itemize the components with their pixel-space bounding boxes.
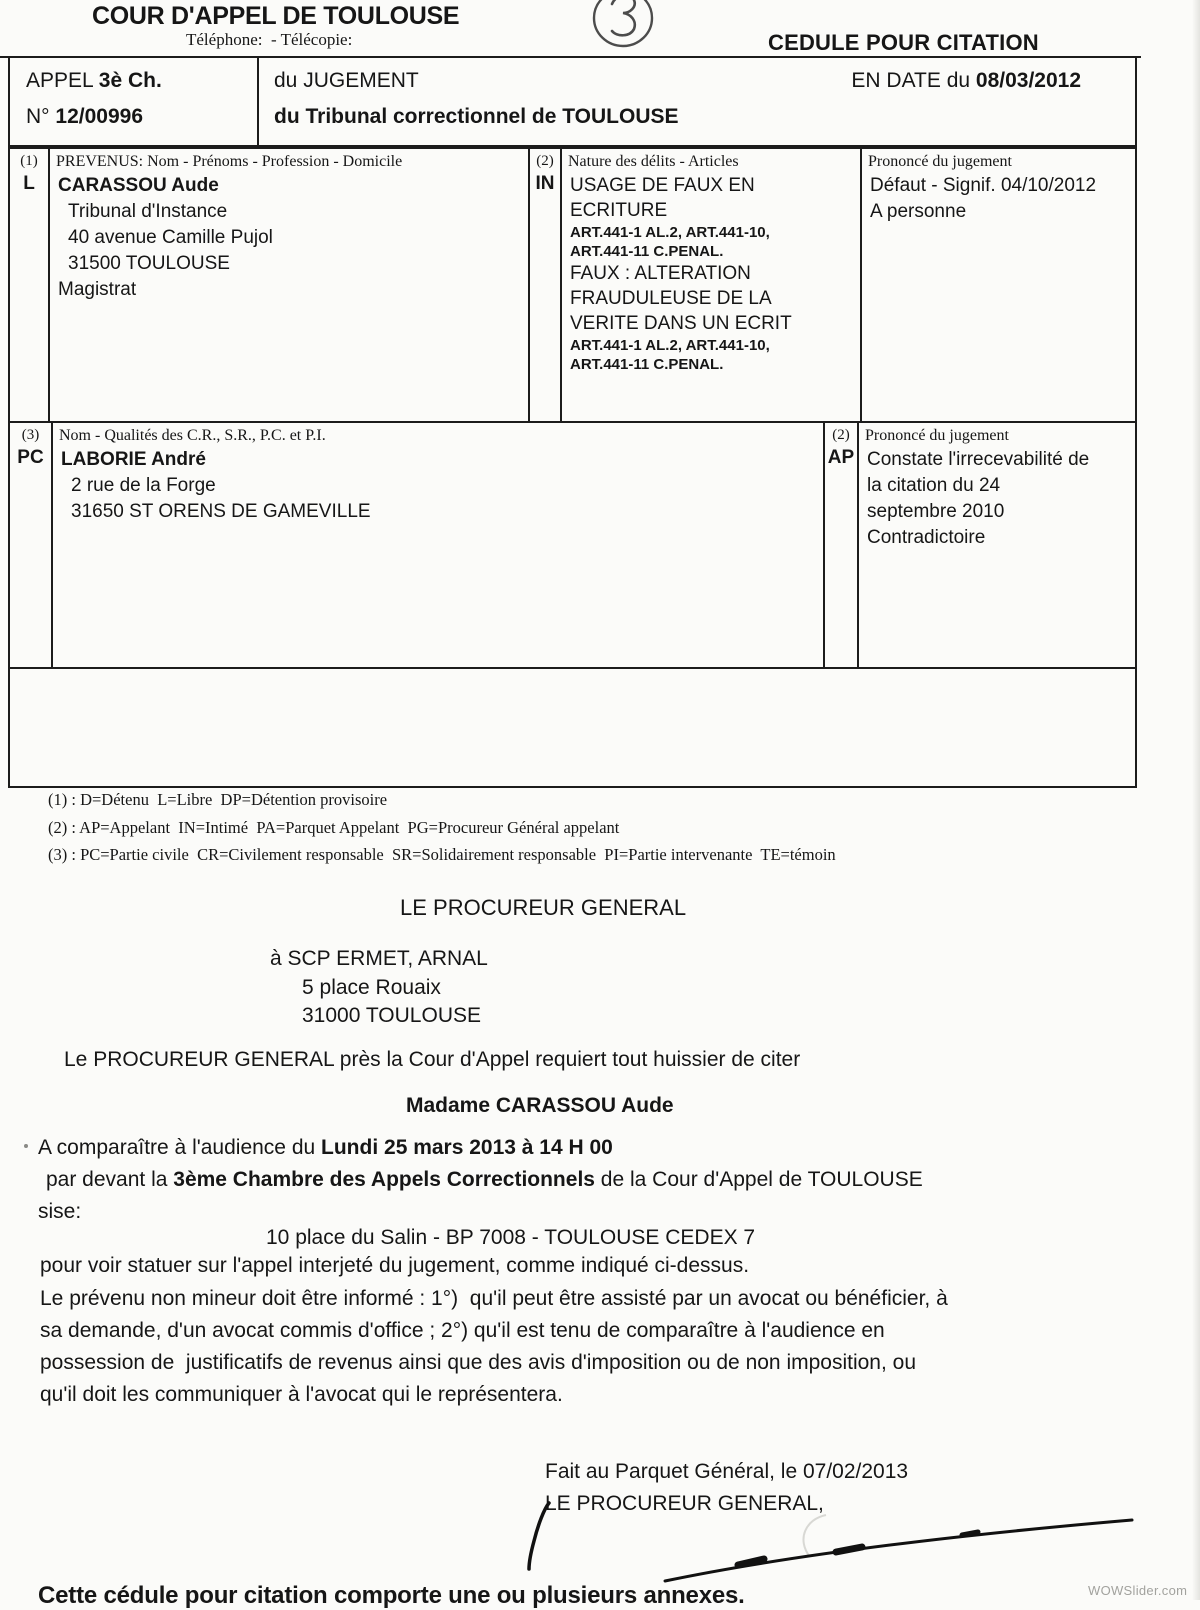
codes-legend — [48, 786, 836, 869]
info-line: qu'il doit les communiquer à l'avocat qui le représentera. — [40, 1383, 563, 1406]
judgment-cell — [862, 149, 1135, 421]
judgment-header: Prononcé du jugement — [865, 427, 1009, 444]
document-title: CEDULE POUR CITATION — [768, 30, 1039, 55]
tribunal-line: du Tribunal correctionnel de TOULOUSE — [274, 105, 679, 128]
parties-table — [8, 147, 1137, 788]
judgment-line: Contradictoire — [867, 527, 986, 548]
judgment-line: la citation du 24 — [867, 475, 1001, 496]
table-row-empty — [10, 669, 1135, 786]
defendant-address-line: 40 avenue Camille Pujol — [68, 227, 273, 248]
defendant-name: CARASSOU Aude — [58, 175, 219, 196]
civil-party-address-line: 31650 ST ORENS DE GAMEVILLE — [71, 501, 371, 522]
civil-party-name: LABORIE André — [61, 449, 206, 470]
judgment-cell — [859, 423, 1135, 667]
defendant-cell — [50, 149, 530, 421]
addressee-line: 5 place Rouaix — [302, 976, 441, 999]
judgment-line: Défaut - Signif. 04/10/2012 — [870, 175, 1097, 196]
judgment-line: septembre 2010 — [867, 501, 1005, 522]
watermark: WOWSlider.com — [1088, 1583, 1188, 1598]
civil-party-header: Nom - Qualités des C.R., S.R., P.C. et P.I. — [59, 427, 326, 444]
offense-cell — [562, 149, 862, 421]
cited-person: Madame CARASSOU Aude — [406, 1094, 674, 1117]
offense-lines: USAGE DE FAUX EN ECRITURE ART.441-1 AL.2, ART.441-10, ART.441-11 C.PENAL. FAUX : ALTERATION FRAUDULEUSE DE LA VERITE DANS UN ECRIT ART.441-1 AL.2, ART.441-10, ART.441-11 C.PENAL. — [570, 175, 792, 373]
legend-line: (1) : D=Détenu L=Libre DP=Détention provisoire — [48, 790, 388, 809]
scan-edge-shade — [1192, 0, 1200, 1600]
addressee-line: à SCP ERMET, ARNAL — [270, 947, 488, 970]
judgment-line: Constate l'irrecevabilité de — [867, 449, 1090, 470]
civil-party-address-line: 2 rue de la Forge — [71, 475, 216, 496]
defendant-header: PREVENUS: Nom - Prénoms - Profession - Domicile — [56, 153, 403, 170]
scan-speck — [24, 1144, 28, 1148]
info-line: Le prévenu non mineur doit être informé : 1°) qu'il peut être assisté par un avocat ou bénéficier, à — [40, 1287, 948, 1310]
appellant-code-cell: (2) AP — [825, 423, 859, 667]
judgment-label: du JUGEMENT — [274, 69, 419, 92]
sise-label: sise: — [38, 1200, 82, 1223]
request-line: Le PROCUREUR GENERAL près la Cour d'Appel requiert tout huissier de citer — [64, 1048, 801, 1071]
info-line: possession de justificatifs de revenus ainsi que des avis d'imposition ou de non imposition, ou — [40, 1351, 917, 1374]
signature-title: LE PROCUREUR GENERAL, — [545, 1492, 824, 1515]
defendant-address-line: Tribunal d'Instance — [68, 201, 228, 222]
signature — [500, 1495, 1160, 1595]
phone-fax-line: Téléphone: - Télécopie: — [186, 30, 353, 49]
procureur-heading: LE PROCUREUR GENERAL — [400, 895, 687, 920]
circled-page-number-icon — [585, 0, 665, 60]
party-code-cell: (2) IN — [530, 149, 562, 421]
legend-line: (2) : AP=Appelant IN=Intimé PA=Parquet Appelant PG=Procureur Général appelant — [48, 817, 620, 837]
judgment-date: EN DATE du 08/03/2012 — [851, 69, 1081, 92]
party-role: IN — [535, 173, 555, 194]
ref-code-cell: (1) L — [10, 149, 50, 421]
legend-line: (3) : PC=Partie civile CR=Civilement responsable SR=Solidairement responsable PI=Partie intervenante TE=témoin — [48, 845, 836, 864]
before-court-line: par devant la 3ème Chambre des Appels Correctionnels de la Cour d'Appel de TOULOUSE — [46, 1168, 923, 1191]
case-header-box — [8, 58, 1137, 147]
case-number: N° 12/00996 — [26, 105, 143, 128]
civil-party-cell — [53, 423, 825, 667]
divider — [257, 58, 259, 145]
judgment-line: A personne — [870, 201, 967, 222]
party-role: PC — [17, 447, 44, 468]
purpose-line: pour voir statuer sur l'appel interjeté du jugement, comme indiqué ci-dessus. — [40, 1254, 750, 1277]
table-row-defendant — [10, 149, 1135, 423]
appearance-line: A comparaître à l'audience du Lundi 25 mars 2013 à 14 H 00 — [38, 1136, 613, 1159]
detention-status: L — [23, 173, 35, 194]
appellant-role: AP — [827, 447, 855, 468]
defendant-profession: Magistrat — [58, 279, 137, 300]
info-line: sa demande, d'un avocat commis d'office ; 2°) qu'il est tenu de comparaître à l'audience en — [40, 1319, 885, 1342]
ref-code-cell: (3) PC — [10, 423, 53, 667]
information-paragraph — [40, 1283, 948, 1411]
appeal-chamber: APPEL 3è Ch. — [26, 69, 162, 92]
addressee-line: 31000 TOULOUSE — [302, 1004, 481, 1027]
annexes-footer-line: Cette cédule pour citation comporte une ou plusieurs annexes. — [38, 1582, 745, 1609]
court-address: 10 place du Salin - BP 7008 - TOULOUSE CEDEX 7 — [266, 1226, 756, 1249]
offense-header: Nature des délits - Articles — [568, 153, 739, 170]
judgment-header: Prononcé du jugement — [868, 153, 1012, 170]
table-row-civil-party — [10, 423, 1135, 669]
defendant-address-line: 31500 TOULOUSE — [68, 253, 230, 274]
signature-place-date: Fait au Parquet Général, le 07/02/2013 — [545, 1460, 909, 1483]
page-title: COUR D'APPEL DE TOULOUSE — [92, 2, 460, 30]
